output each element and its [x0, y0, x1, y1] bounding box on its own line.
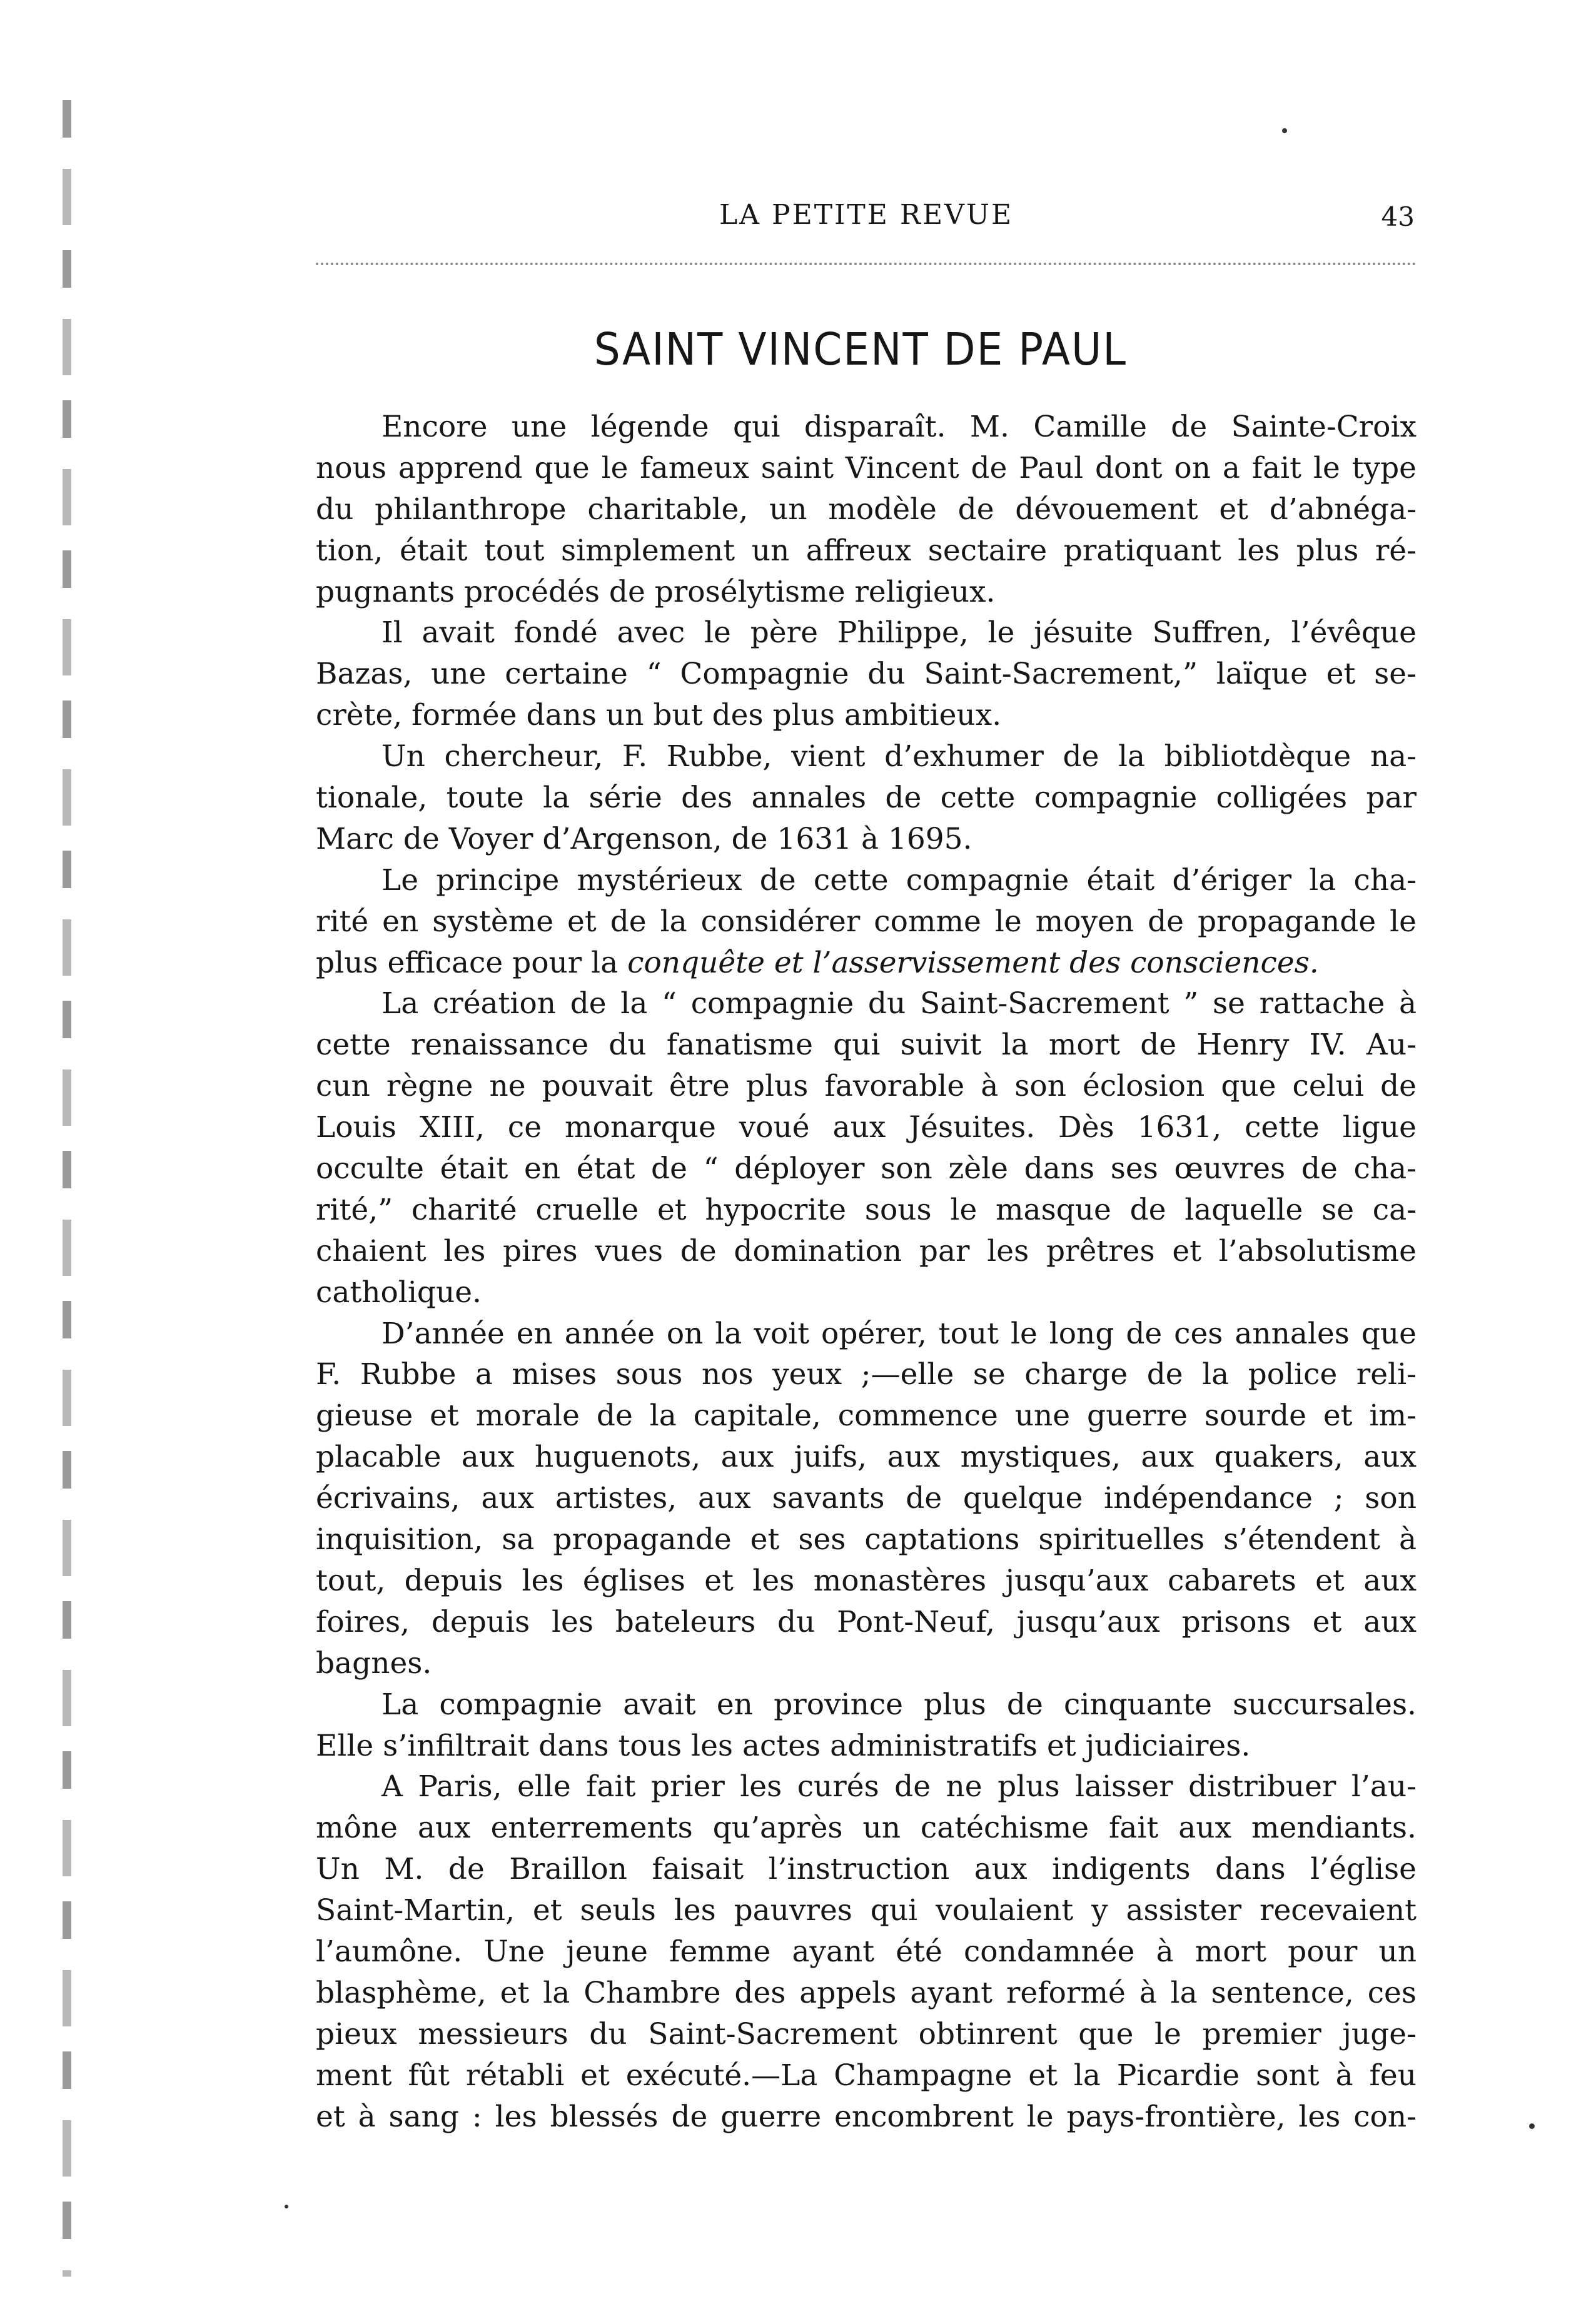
text-line: [316, 654, 1417, 695]
text-line-content: gieuse et morale de la capitale, commence une guerre sourde et im-: [316, 1398, 1417, 1434]
text-line-content: mône aux enterrements qu’après un catéchisme fait aux mendiants.: [316, 1811, 1417, 1846]
text-line-content: plus efficace pour la: [316, 945, 628, 980]
text-line-content: foires, depuis les bateleurs du Pont-Neuf, jusqu’aux prisons et aux: [316, 1604, 1417, 1639]
text-line: [316, 1148, 1417, 1190]
text-line-content: ment fût rétabli et exécuté.—La Champagne et la Picardie sont à feu: [316, 2058, 1417, 2093]
text-line: [316, 860, 1417, 901]
text-line-content: du philanthrope charitable, un modèle de dévouement et d’abnéga-: [316, 492, 1417, 527]
binding-edge-shadow: [63, 100, 71, 2277]
text-line-content: Le principe mystérieux de cette compagnie était d’ériger la cha-: [381, 862, 1417, 898]
text-line-content: et à sang : les blessés de guerre encombrent le pays-frontière, les con-: [316, 2099, 1417, 2134]
text-line: [316, 983, 1417, 1024]
text-line: [316, 943, 1417, 984]
text-line: [316, 489, 1417, 530]
text-line-content: A Paris, elle fait prier les curés de ne plus laisser distribuer l’au-: [381, 1769, 1417, 1804]
text-line: [316, 2055, 1417, 2096]
text-line-content: chaient les pires vues de domination par les prêtres et l’absolutisme: [316, 1233, 1417, 1268]
text-line: [316, 1684, 1417, 1726]
text-line-content: blasphème, et la Chambre des appels ayant reformé à la sentence, ces: [316, 1975, 1417, 2010]
text-line: [316, 1395, 1417, 1437]
text-line: [316, 1231, 1417, 1272]
text-line: [316, 1808, 1417, 1849]
scan-speck: [285, 2205, 288, 2208]
header-rule: [316, 263, 1417, 265]
text-line-content: nous apprend que le fameux saint Vincent de Paul dont on a fait le type: [316, 450, 1417, 485]
text-line-content: tout, depuis les églises et les monastères jusqu’aux cabarets et aux: [316, 1563, 1417, 1598]
text-line: [316, 1478, 1417, 1519]
text-line: [316, 1272, 1417, 1313]
text-line: [316, 1519, 1417, 1560]
text-line-content: cun règne ne pouvait être plus favorable à son éclosion que celui de: [316, 1069, 1417, 1104]
text-line: [316, 1643, 1417, 1684]
text-line: [316, 819, 1417, 860]
text-line-content: tionale, toute la série des annales de cette compagnie colligées par: [316, 781, 1417, 816]
text-line-content: Bazas, une certaine “ Compagnie du Saint-Sacrement,” laïque et se-: [316, 657, 1417, 692]
article-body: [316, 407, 1417, 2137]
text-line-content: pugnants procédés de prosélytisme religieux.: [316, 574, 996, 609]
text-line: [316, 572, 1417, 613]
text-line: [316, 530, 1417, 572]
text-line-content: Un M. de Braillon faisait l’instruction aux indigents dans l’église: [316, 1852, 1417, 1887]
italic-phrase: conquête et l’asservissement des consciences.: [627, 945, 1319, 980]
text-line-content: Saint-Martin, et seuls les pauvres qui voulaient y assister recevaient: [316, 1893, 1417, 1928]
text-line: [316, 1437, 1417, 1478]
text-line: [316, 695, 1417, 736]
text-line-content: Un chercheur, F. Rubbe, vient d’exhumer de la bibliotdèque na-: [381, 739, 1417, 774]
text-line: [316, 1602, 1417, 1643]
text-line-content: Il avait fondé avec le père Philippe, le jésuite Suffren, l’évêque: [381, 615, 1417, 650]
text-line: [316, 1024, 1417, 1066]
text-line-content: écrivains, aux artistes, aux savants de quelque indépendance ; son: [316, 1481, 1417, 1516]
text-line: [316, 777, 1417, 819]
scan-speck: [1529, 2123, 1535, 2129]
scan-speck: [1282, 128, 1287, 133]
text-line-content: Encore une légende qui disparaît. M. Camille de Sainte-Croix: [381, 410, 1417, 444]
text-line-content: crète, formée dans un but des plus ambitieux.: [316, 698, 1002, 733]
text-line-content: cette renaissance du fanatisme qui suivit la mort de Henry IV. Au-: [316, 1028, 1417, 1063]
text-line-content: Marc de Voyer d’Argenson, de 1631 à 1695.: [316, 821, 972, 856]
text-line-content: rité,” charité cruelle et hypocrite sous le masque de laquelle se ca-: [316, 1192, 1417, 1227]
page-number: 43: [1381, 201, 1415, 232]
text-line-content: occulte était en état de “ déployer son zèle dans ses œuvres de cha-: [316, 1151, 1417, 1186]
text-line: [316, 2014, 1417, 2055]
text-line-content: catholique.: [316, 1275, 482, 1310]
text-line: [316, 407, 1417, 448]
text-line: [316, 1766, 1417, 1808]
text-line: [316, 736, 1417, 777]
text-line-content: l’aumône. Une jeune femme ayant été condamnée à mort pour un: [316, 1934, 1417, 1969]
text-line-content: D’année en année on la voit opérer, tout le long de ces annales que: [381, 1316, 1417, 1351]
text-line: [316, 1066, 1417, 1107]
text-line-content: inquisition, sa propagande et ses captations spirituelles s’étendent à: [316, 1522, 1417, 1557]
text-line: [316, 1931, 1417, 1973]
article-title: SAINT VINCENT DE PAUL: [593, 323, 1128, 376]
text-line: [316, 1313, 1417, 1355]
text-line-content: placable aux huguenots, aux juifs, aux mystiques, aux quakers, aux: [316, 1440, 1417, 1475]
text-line-content: bagnes.: [316, 1646, 432, 1681]
text-line-content: F. Rubbe a mises sous nos yeux ;—elle se charge de la police reli-: [316, 1357, 1417, 1392]
text-line: [316, 612, 1417, 654]
text-line-content: pieux messieurs du Saint-Sacrement obtinrent que le premier juge-: [316, 2016, 1417, 2051]
text-line: [316, 1190, 1417, 1231]
text-line-content: rité en système et de la considérer comme le moyen de propagande le: [316, 904, 1417, 939]
text-line-content: Louis XIII, ce monarque voué aux Jésuites. Dès 1631, cette ligue: [316, 1110, 1417, 1145]
text-line-content: La création de la “ compagnie du Saint-Sacrement ” se rattache à: [381, 986, 1417, 1021]
running-head: LA PETITE REVUE: [719, 199, 1014, 231]
text-line-content: Elle s’infiltrait dans tous les actes administratifs et judiciaires.: [316, 1728, 1251, 1763]
text-line: [316, 1973, 1417, 2014]
text-line: [316, 1107, 1417, 1148]
text-line: [316, 901, 1417, 943]
text-line-content: La compagnie avait en province plus de cinquante succursales.: [381, 1687, 1417, 1722]
text-line: [316, 1354, 1417, 1395]
text-line: [316, 1726, 1417, 1767]
text-line: [316, 2096, 1417, 2138]
text-line: [316, 1890, 1417, 1931]
text-line-content: tion, était tout simplement un affreux sectaire pratiquant les plus ré-: [316, 533, 1417, 568]
text-line: [316, 1849, 1417, 1890]
text-line: [316, 1560, 1417, 1602]
text-line: [316, 448, 1417, 489]
